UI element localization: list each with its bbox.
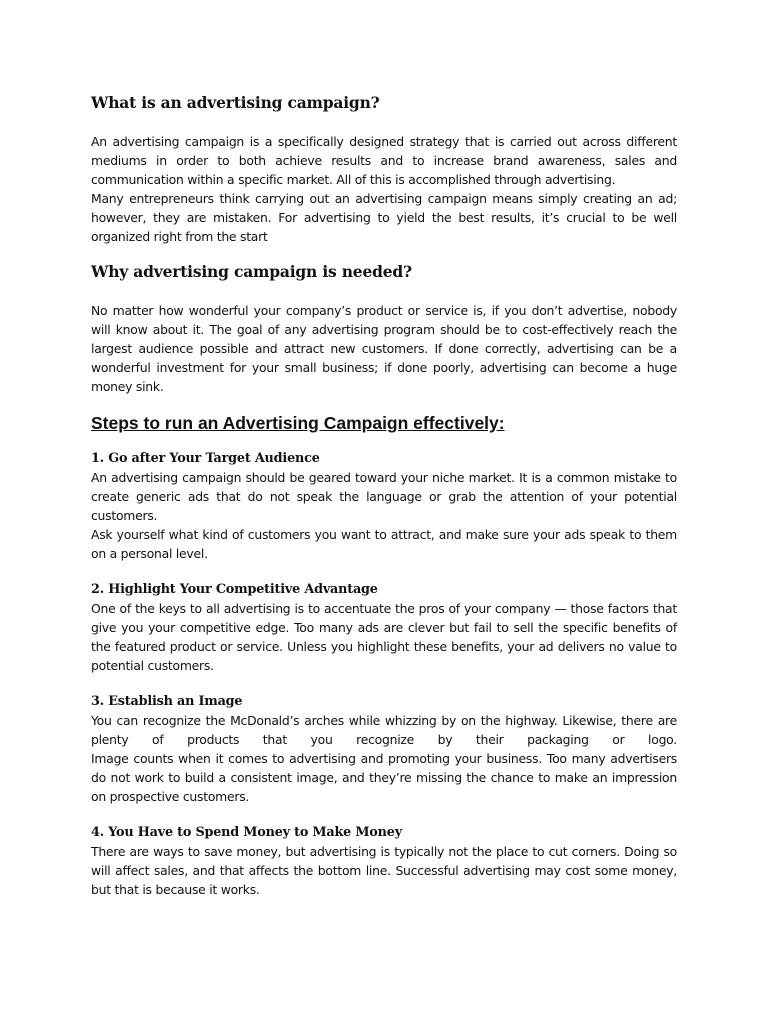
step-3-title: 3. Establish an Image [91, 694, 243, 709]
step-2-title: 2. Highlight Your Competitive Advantage [91, 582, 378, 597]
step-1-paragraph-1: An advertising campaign should be geared toward your niche market. It is a common mistake to create generic ads that do not speak the language or grab the attention of your potential customers. [91, 470, 677, 523]
step-3-paragraph-1: You can recognize the McDonald’s arches while whizzing by on the highway. Likewise, there are plenty of products that you recognize by their packaging or logo. [91, 713, 677, 747]
step-4-title: 4. You Have to Spend Money to Make Money [91, 825, 402, 840]
paragraph-what-2: Many entrepreneurs think carrying out an advertising campaign means simply creating an ad; however, they are mistaken. For advertising to yield the best results, it’s crucial to be well organized right from the start [91, 191, 677, 244]
step-4-paragraph-1: There are ways to save money, but advertising is typically not the place to cut corners. Doing so will affect sales, and that affects the bottom line. Successful advertising may cost some money, but that is because it works. [91, 844, 677, 897]
heading-why-needed: Why advertising campaign is needed? [91, 262, 412, 281]
step-1-title: 1. Go after Your Target Audience [91, 451, 320, 466]
document-page [91, 93, 677, 899]
step-3-paragraph-2: Image counts when it comes to advertising and promoting your business. Too many advertisers do not work to build a consistent image, and they’re missing the chance to make an impression on prospective customers. [91, 751, 677, 804]
step-2-paragraph-1: One of the keys to all advertising is to accentuate the pros of your company — those factors that give you your competitive edge. Too many ads are clever but fail to sell the specific benefits of the featured product or service. Unless you highlight these benefits, your ad delivers no value to potential customers. [91, 601, 677, 673]
heading-steps: Steps to run an Advertising Campaign effectively: [91, 413, 505, 433]
paragraph-why-1: No matter how wonderful your company’s product or service is, if you don’t advertise, nobody will know about it. The goal of any advertising program should be to cost-effectively reach the largest audience possible and attract new customers. If done correctly, advertising can be a wonderful investment for your small business; if done poorly, advertising can become a huge money sink. [91, 303, 677, 394]
step-1-paragraph-2: Ask yourself what kind of customers you want to attract, and make sure your ads speak to them on a personal level. [91, 527, 677, 561]
paragraph-what-1: An advertising campaign is a specifically designed strategy that is carried out across different mediums in order to both achieve results and to increase brand awareness, sales and communication within a specific market. All of this is accomplished through advertising. [91, 134, 677, 187]
heading-what-is-campaign: What is an advertising campaign? [91, 93, 380, 112]
